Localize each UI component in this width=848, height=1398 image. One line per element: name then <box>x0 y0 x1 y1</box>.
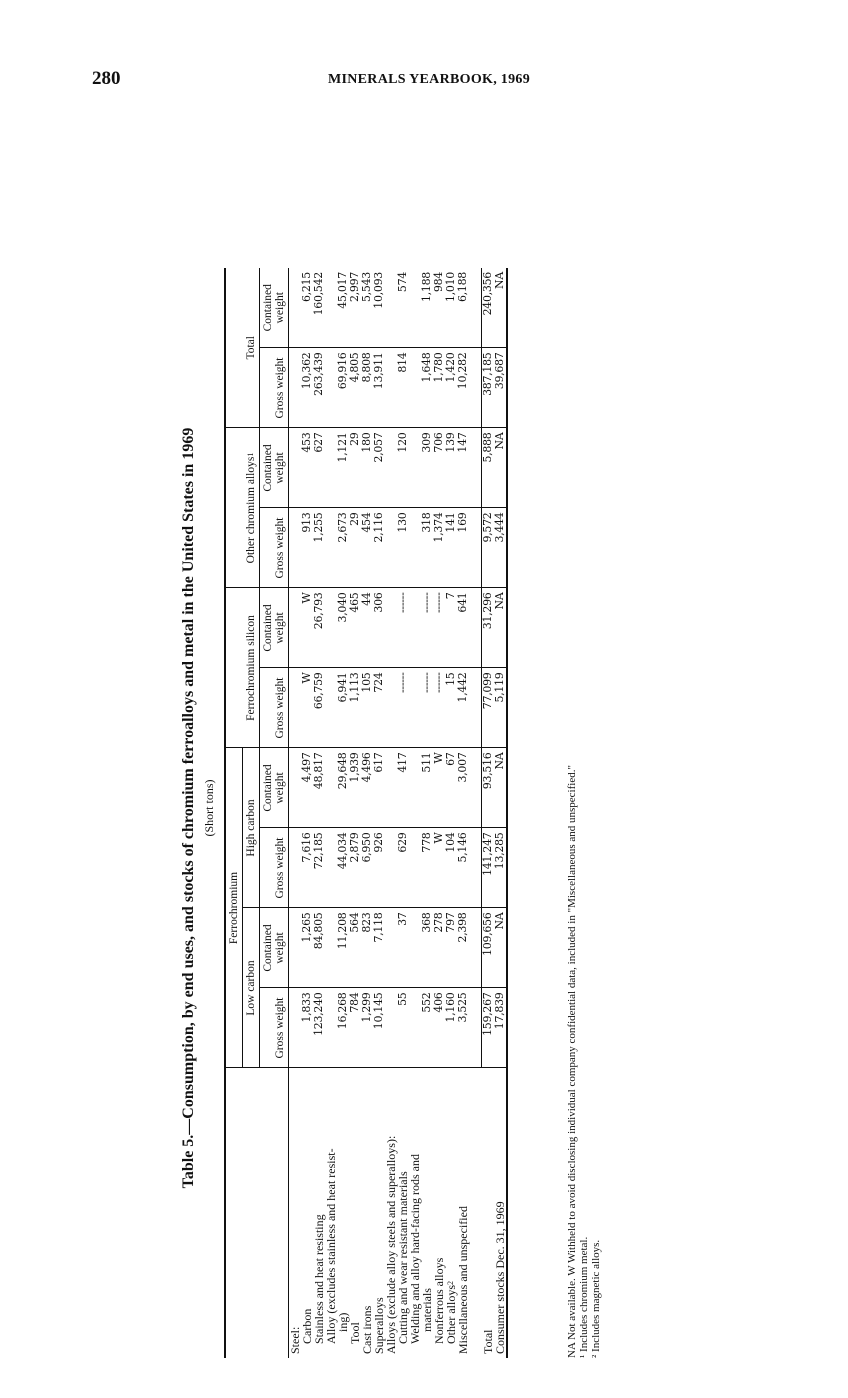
table-cell: 31,296 <box>482 588 495 668</box>
table-cell: 109,656 <box>482 908 495 988</box>
table-cell: 627 <box>313 428 325 508</box>
table-cell: 139 <box>445 428 457 508</box>
table-cell: 318 <box>421 508 433 588</box>
spacer-cell <box>469 348 482 428</box>
table-cell: 926 <box>373 828 385 908</box>
table-cell: 641 <box>457 588 469 668</box>
spacer-cell <box>469 988 482 1068</box>
header-other-chromium-alloys <box>225 428 260 588</box>
table-cell: ------ <box>433 668 445 748</box>
table-cell: 8,808 <box>361 348 373 428</box>
table-cell: ------ <box>421 588 433 668</box>
table-cell: NA <box>494 908 507 988</box>
row-label-text: Carbon <box>300 1308 314 1344</box>
table-cell: 160,542 <box>313 268 325 348</box>
table-cell: 105 <box>361 668 373 748</box>
footnote-marker-1: 1 <box>246 452 255 457</box>
table-cell: ------ <box>397 668 409 748</box>
header-blank <box>225 1068 289 1358</box>
running-head: MINERALS YEARBOOK, 1969 <box>328 72 531 87</box>
table-cell: 368 <box>421 908 433 988</box>
table-cell: 7,118 <box>373 908 385 988</box>
table-cell: 84,805 <box>313 908 325 988</box>
spacer-cell <box>469 1068 482 1358</box>
row-label-text: Alloy (excludes stainless and heat resist- <box>324 1148 338 1344</box>
table-cell: 453 <box>301 428 313 508</box>
table-cell: 55 <box>397 988 409 1068</box>
table-cell: 2,398 <box>457 908 469 988</box>
table-row <box>457 268 469 1358</box>
table-cell: 797 <box>445 908 457 988</box>
header-high-carbon: High carbon <box>243 748 260 908</box>
table-cell: 3,525 <box>457 988 469 1068</box>
table-cell: ------ <box>397 588 409 668</box>
table-cell: 406 <box>433 988 445 1068</box>
note-1: ¹ Includes chromium metal. <box>578 1236 590 1358</box>
rotated-table-content <box>180 218 620 1398</box>
table-cell: 4,497 <box>301 748 313 828</box>
table-cell: 45,017 <box>337 268 349 348</box>
row-label-text: materials <box>420 1288 434 1332</box>
table-cell: 823 <box>361 908 373 988</box>
table-cell: 2,057 <box>373 428 385 508</box>
table-cell: 123,240 <box>313 988 325 1068</box>
header-ferrochromium: Ferrochromium <box>225 748 243 1068</box>
table-cell: 67 <box>445 748 457 828</box>
row-label <box>457 1068 469 1358</box>
table-cell: 1,420 <box>445 348 457 428</box>
table-cell: 6,941 <box>337 668 349 748</box>
table-cell: 2,879 <box>349 828 361 908</box>
table-cell: 29 <box>349 508 361 588</box>
header-gross: Gross weight <box>260 348 289 428</box>
table-cell: 10,362 <box>301 348 313 428</box>
table-cell: 11,208 <box>337 908 349 988</box>
table-cell: W <box>301 668 313 748</box>
table-cell: 574 <box>397 268 409 348</box>
header-contained: Contained weight <box>260 428 289 508</box>
spacer-cell <box>469 668 482 748</box>
table-cell: 93,516 <box>482 748 495 828</box>
table-cell: 1,648 <box>421 348 433 428</box>
header-low-carbon: Low carbon <box>243 908 260 1068</box>
table-cell: 29 <box>349 428 361 508</box>
table-cell: 1,121 <box>337 428 349 508</box>
table-cell: 104 <box>445 828 457 908</box>
spacer-cell <box>469 268 482 348</box>
table-cell: NA <box>494 268 507 348</box>
table-cell: 147 <box>457 428 469 508</box>
table-cell: 1,299 <box>361 988 373 1068</box>
footnote-marker-2: 2 <box>446 1281 455 1285</box>
table-cell: 1,113 <box>349 668 361 748</box>
row-label-text: Consumer stocks Dec. 31, 1969 <box>493 1201 507 1354</box>
table-cell: 120 <box>397 428 409 508</box>
header-gross: Gross weight <box>260 988 289 1068</box>
table-cell: NA <box>494 428 507 508</box>
row-label-text: Other alloys <box>444 1285 458 1344</box>
table-cell: 306 <box>373 588 385 668</box>
table-cell: 1,255 <box>313 508 325 588</box>
page-number: 280 <box>92 68 121 89</box>
table-cell: 3,007 <box>457 748 469 828</box>
table-cell: 278 <box>433 908 445 988</box>
table-cell: 6,950 <box>361 828 373 908</box>
table-cell: 240,356 <box>482 268 495 348</box>
table-cell: 9,572 <box>482 508 495 588</box>
row-label-text: Tool <box>348 1322 362 1344</box>
table-cell: 1,160 <box>445 988 457 1068</box>
row-label-text: Cutting and wear resistant materials <box>396 1171 410 1344</box>
table-cell: 130 <box>397 508 409 588</box>
table-cell: 48,817 <box>313 748 325 828</box>
table-cell: 7 <box>445 588 457 668</box>
row-label-text: Total <box>480 1329 495 1354</box>
table-cell: W <box>433 748 445 828</box>
table-cell: 44 <box>361 588 373 668</box>
table-cell: 1,780 <box>433 348 445 428</box>
table-cell: 37 <box>397 908 409 988</box>
table-cell: 564 <box>349 908 361 988</box>
table-cell: 263,439 <box>313 348 325 428</box>
table-cell: 77,099 <box>482 668 495 748</box>
table-cell: 6,188 <box>457 268 469 348</box>
table-cell: 10,282 <box>457 348 469 428</box>
table-cell: 778 <box>421 828 433 908</box>
table-cell: 13,285 <box>494 828 507 908</box>
table-cell: 72,185 <box>313 828 325 908</box>
row-label-text: ing) <box>336 1312 350 1332</box>
table-notes <box>566 268 602 1358</box>
table-cell: 309 <box>421 428 433 508</box>
row-label <box>494 1068 507 1358</box>
header-gross: Gross weight <box>260 508 289 588</box>
header-contained: Contained weight <box>260 908 289 988</box>
table-cell: 39,687 <box>494 348 507 428</box>
table-cell: 2,116 <box>373 508 385 588</box>
table-cell: 784 <box>349 988 361 1068</box>
spacer-row <box>469 268 482 1358</box>
table-cell: 10,093 <box>373 268 385 348</box>
table-cell: 2,673 <box>337 508 349 588</box>
table-cell: NA <box>494 588 507 668</box>
table-cell: 1,939 <box>349 748 361 828</box>
table-cell: 3,040 <box>337 588 349 668</box>
table-cell: 465 <box>349 588 361 668</box>
table-cell: 1,833 <box>301 988 313 1068</box>
spacer-cell <box>469 828 482 908</box>
stocks-row <box>494 268 507 1358</box>
table-title: Table 5.—Consumption, by end uses, and stocks of chromium ferroalloys and metal in the United States in 1969 <box>180 427 197 1189</box>
table-cell: 629 <box>397 828 409 908</box>
table-cell: 387,185 <box>482 348 495 428</box>
table-cell: 814 <box>397 348 409 428</box>
table-cell: 141 <box>445 508 457 588</box>
table-cell: 984 <box>433 268 445 348</box>
header-total: Total <box>225 268 260 428</box>
spacer-cell <box>469 508 482 588</box>
table-cell: 5,543 <box>361 268 373 348</box>
table-totals <box>469 268 507 1358</box>
table-cell: 724 <box>373 668 385 748</box>
table-cell: 1,265 <box>301 908 313 988</box>
table-cell: 417 <box>397 748 409 828</box>
table-cell: 10,145 <box>373 988 385 1068</box>
note-abbreviations: NA Not available. W Withheld to avoid disclosing individual company confidential data, included in "Miscellaneous and unspecified." <box>566 765 578 1358</box>
rotated-table-frame <box>180 218 620 1398</box>
table-cell: 2,997 <box>349 268 361 348</box>
table-body <box>289 268 470 1358</box>
header-contained: Contained weight <box>260 748 289 828</box>
table-cell: W <box>301 588 313 668</box>
table-cell: 1,442 <box>457 668 469 748</box>
row-label-text: Superalloys <box>372 1297 386 1354</box>
table-cell: 617 <box>373 748 385 828</box>
spacer-cell <box>469 748 482 828</box>
table-cell: 454 <box>361 508 373 588</box>
table-cell: 6,215 <box>301 268 313 348</box>
row-label-text: Alloys (exclude alloy steels and superalloys): <box>384 1135 398 1354</box>
table-cell: 7,616 <box>301 828 313 908</box>
table-cell: 5,146 <box>457 828 469 908</box>
table-subtitle: (Short tons) <box>202 779 216 837</box>
table-cell: 169 <box>457 508 469 588</box>
header-contained: Contained weight <box>260 588 289 668</box>
table-cell: ------ <box>433 588 445 668</box>
table-cell: 1,188 <box>421 268 433 348</box>
table-cell: 5,119 <box>494 668 507 748</box>
consumption-table <box>224 268 508 1358</box>
header-gross: Gross weight <box>260 828 289 908</box>
header-ferrochromium-silicon: Ferrochromium silicon <box>225 588 260 748</box>
header-gross: Gross weight <box>260 668 289 748</box>
row-label <box>337 1068 349 1358</box>
table-cell: 1,374 <box>433 508 445 588</box>
table-cell: 66,759 <box>313 668 325 748</box>
spacer-cell <box>469 428 482 508</box>
table-cell: W <box>433 828 445 908</box>
table-cell: 913 <box>301 508 313 588</box>
table-cell: 706 <box>433 428 445 508</box>
table-row <box>325 268 337 1358</box>
table-cell: 4,496 <box>361 748 373 828</box>
table-cell: 5,888 <box>482 428 495 508</box>
header-contained: Contained weight <box>260 268 289 348</box>
row-label-text: Stainless and heat resisting <box>312 1214 326 1344</box>
table-cell: 4,805 <box>349 348 361 428</box>
row-label-text: Nonferrous alloys <box>432 1257 446 1344</box>
note-2: ² Includes magnetic alloys. <box>590 1239 602 1358</box>
row-label-text: Cast irons <box>360 1305 374 1354</box>
row-label-text: Steel: <box>288 1326 302 1354</box>
row-label-text: Miscellaneous and unspecified <box>456 1206 470 1354</box>
table-cell: 44,034 <box>337 828 349 908</box>
table-cell: 3,444 <box>494 508 507 588</box>
table-cell: 552 <box>421 988 433 1068</box>
table-cell: 26,793 <box>313 588 325 668</box>
row-label-text: Welding and alloy hard-facing rods and <box>408 1154 422 1344</box>
table-cell: 29,648 <box>337 748 349 828</box>
table-cell: 1,010 <box>445 268 457 348</box>
table-cell: 511 <box>421 748 433 828</box>
table-cell: ------ <box>421 668 433 748</box>
table-cell: NA <box>494 748 507 828</box>
table-cell: 159,267 <box>482 988 495 1068</box>
table-cell: 69,916 <box>337 348 349 428</box>
table-cell: 180 <box>361 428 373 508</box>
table-cell: 141,247 <box>482 828 495 908</box>
header-other-chromium-alloys-label: Other chromium alloys <box>245 456 257 564</box>
table-cell: 15 <box>445 668 457 748</box>
table-cell: 16,268 <box>337 988 349 1068</box>
spacer-cell <box>469 908 482 988</box>
table-cell: 13,911 <box>373 348 385 428</box>
table-cell: 17,839 <box>494 988 507 1068</box>
spacer-cell <box>469 588 482 668</box>
